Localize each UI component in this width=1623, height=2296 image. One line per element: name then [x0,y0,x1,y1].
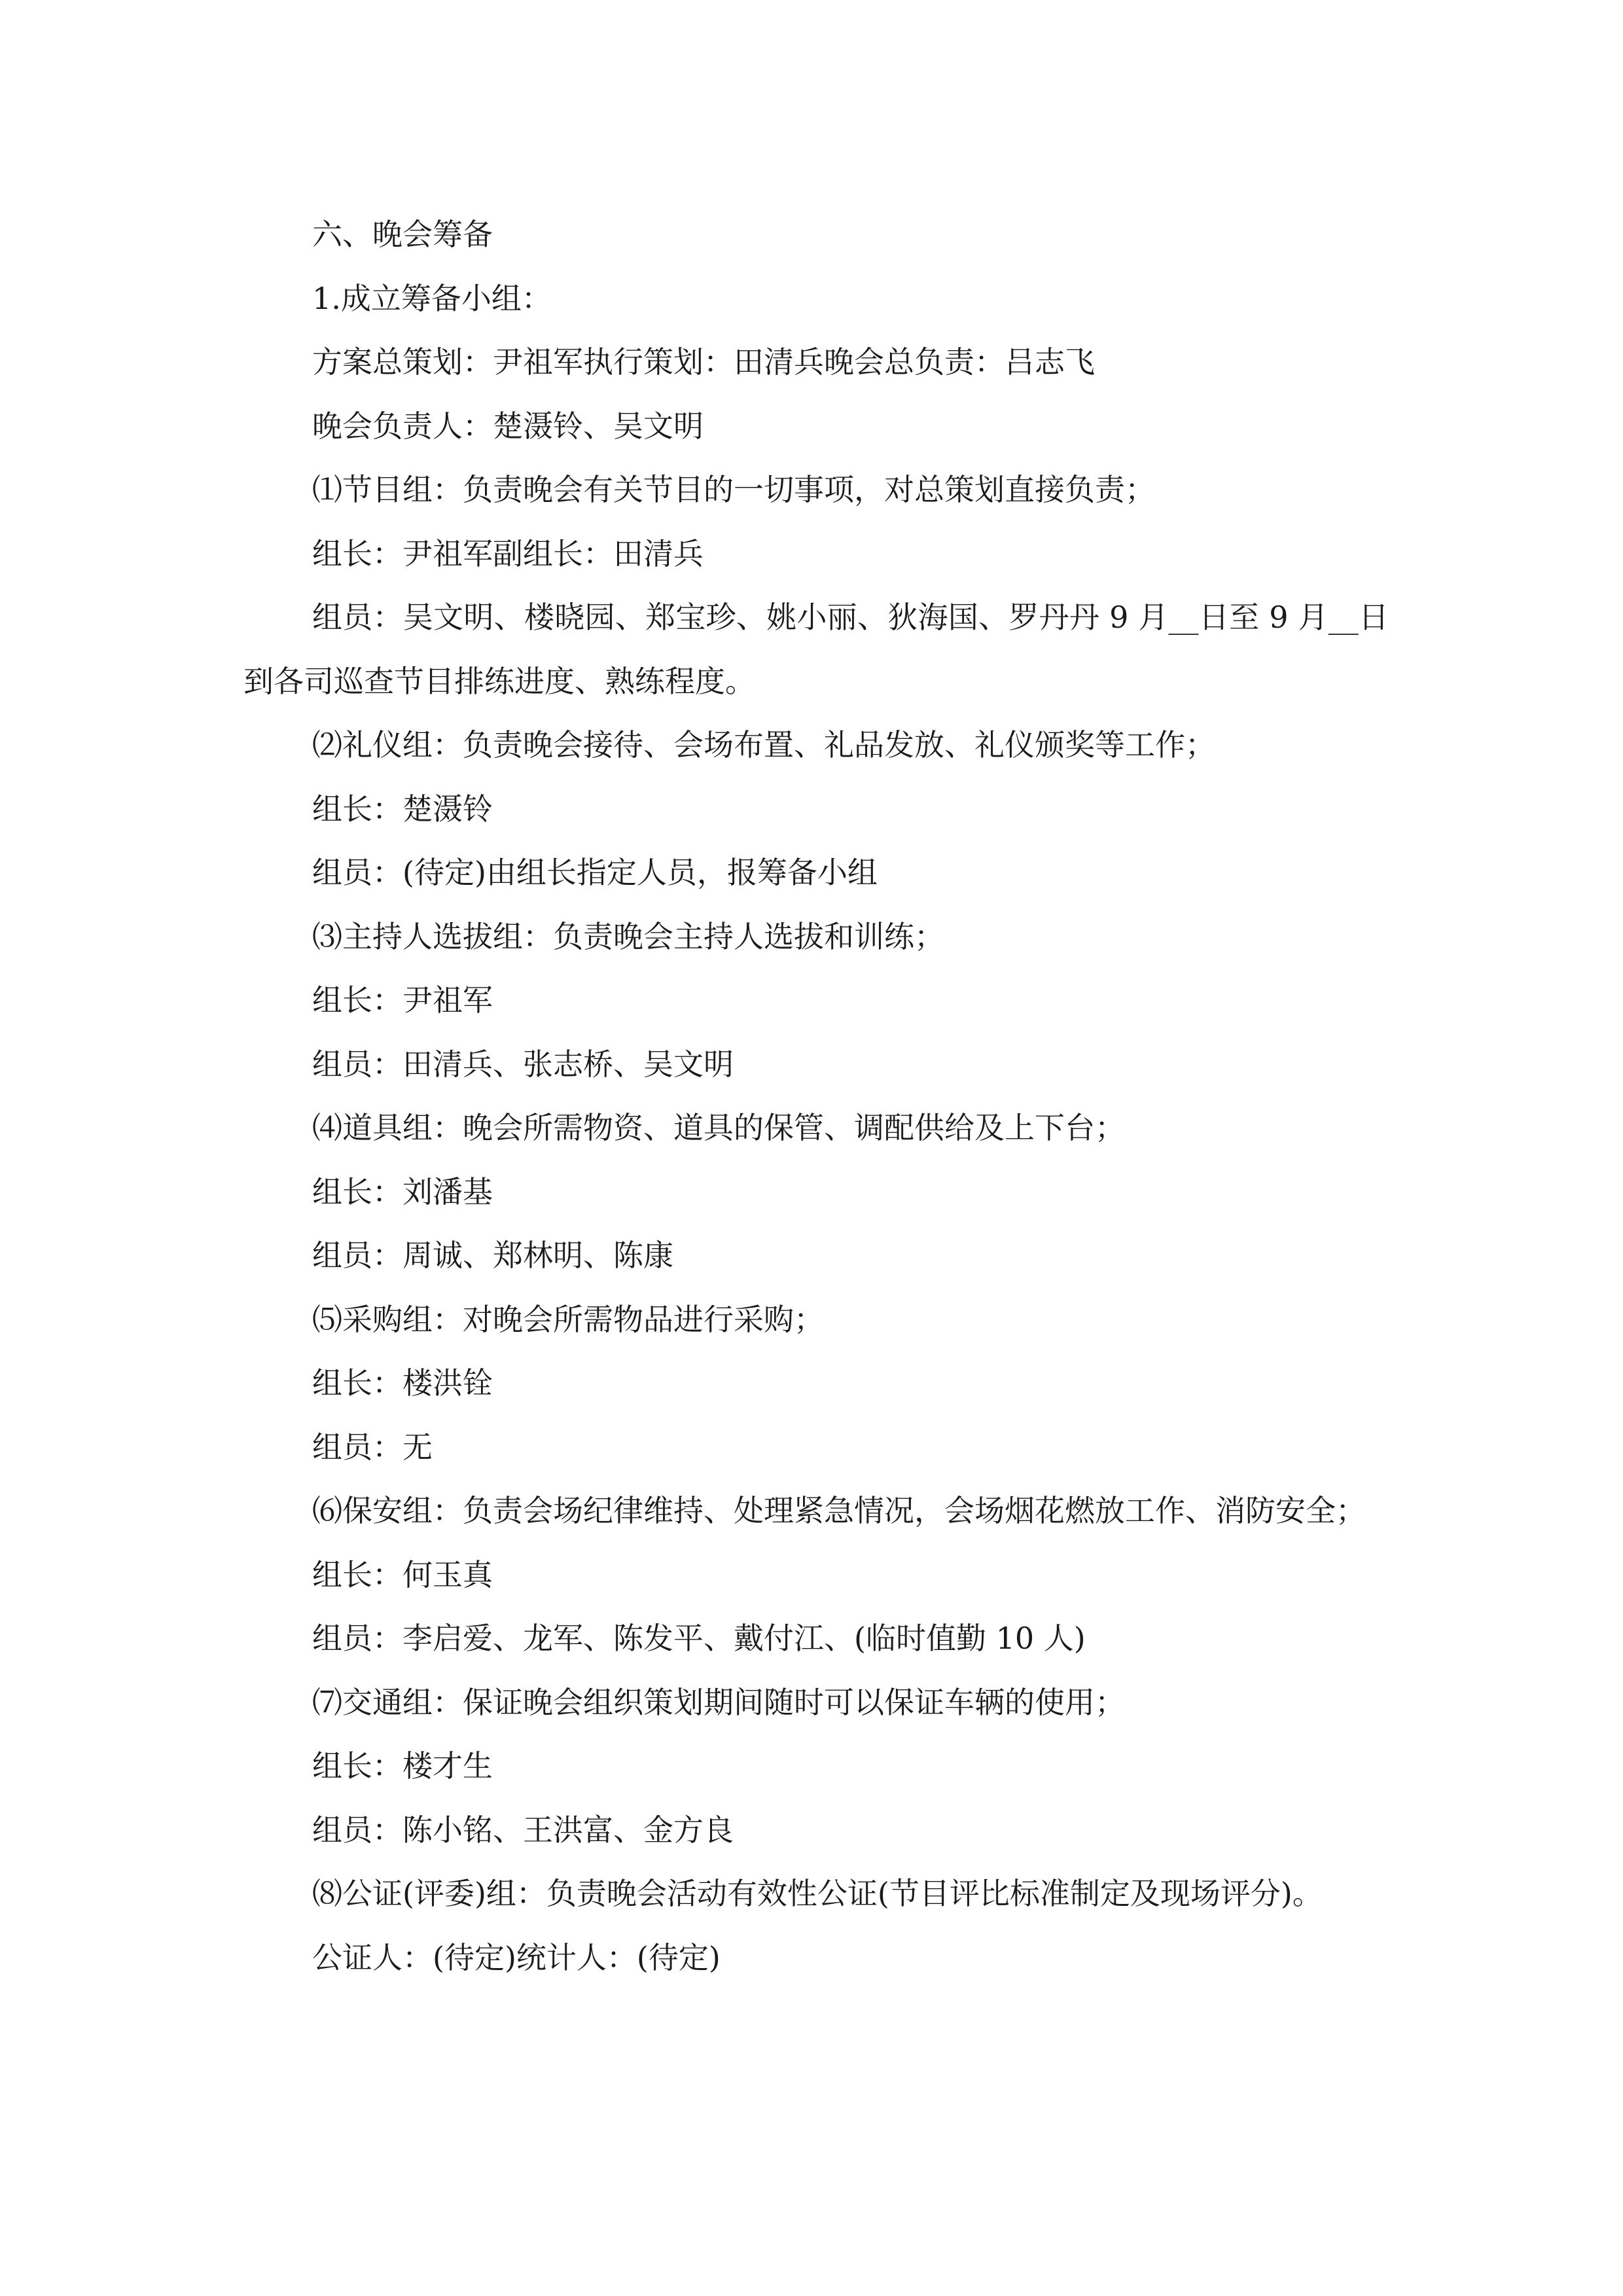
group-host-title: ⑶主持人选拔组：负责晚会主持人选拔和训练； [312,918,944,954]
group-props-members: 组员：周诚、郑林明、陈康 [312,1238,673,1273]
group-notary-title: ⑻公证(评委)组：负责晚会活动有效性公证(节目评比标准制定及现场评分)。 [312,1876,1323,1911]
group-transport-leader: 组长：楼才生 [312,1748,493,1784]
group-props-leader: 组长：刘潘基 [312,1174,493,1210]
planners-line: 方案总策划：尹祖军执行策划：田清兵晚会总负责：吕志飞 [312,344,1095,380]
group-security-title: ⑹保安组：负责会场纪律维持、处理紧急情况，会场烟花燃放工作、消防安全； [312,1493,1366,1528]
group-program-title: ⑴节目组：负责晚会有关节目的一切事项，对总策划直接负责； [312,472,1155,507]
group-props-title: ⑷道具组：晚会所需物资、道具的保管、调配供给及上下台； [312,1110,1125,1145]
document-body [243,203,1389,1990]
group-transport-members: 组员：陈小铭、王洪富、金方良 [312,1812,734,1848]
section-heading: 六、晚会筹备 [312,217,493,252]
group-notary-persons: 公证人：(待定)统计人：(待定) [312,1939,721,1975]
group-etiquette-members: 组员：(待定)由组长指定人员，报筹备小组 [312,855,878,890]
group-host-members: 组员：田清兵、张志桥、吴文明 [312,1046,734,1082]
group-purchase-members: 组员：无 [312,1429,433,1465]
group-program-members: 组员：吴文明、楼晓园、郑宝珍、姚小丽、狄海国、罗丹丹 9 月__日至 9 月__日到各司巡查节目排练进度、熟练程度。 [243,600,1389,699]
group-purchase-title: ⑸采购组：对晚会所需物品进行采购； [312,1301,824,1337]
group-etiquette-leader: 组长：楚滠铃 [312,791,493,827]
group-security-leader: 组长：何玉真 [312,1556,493,1592]
party-owner-line: 晚会负责人：楚滠铃、吴文明 [312,408,704,444]
group-transport-title: ⑺交通组：保证晚会组织策划期间随时可以保证车辆的使用； [312,1684,1125,1720]
group-host-leader: 组长：尹祖军 [312,982,493,1018]
subsection-heading: 1.成立筹备小组： [312,280,552,316]
group-etiquette-title: ⑵礼仪组：负责晚会接待、会场布置、礼品发放、礼仪颁奖等工作； [312,727,1215,762]
group-program-leader: 组长：尹祖军副组长：田清兵 [312,535,704,571]
group-security-members: 组员：李启爱、龙军、陈发平、戴付江、(临时值勤 10 人) [312,1621,1086,1656]
group-purchase-leader: 组长：楼洪铨 [312,1365,493,1401]
